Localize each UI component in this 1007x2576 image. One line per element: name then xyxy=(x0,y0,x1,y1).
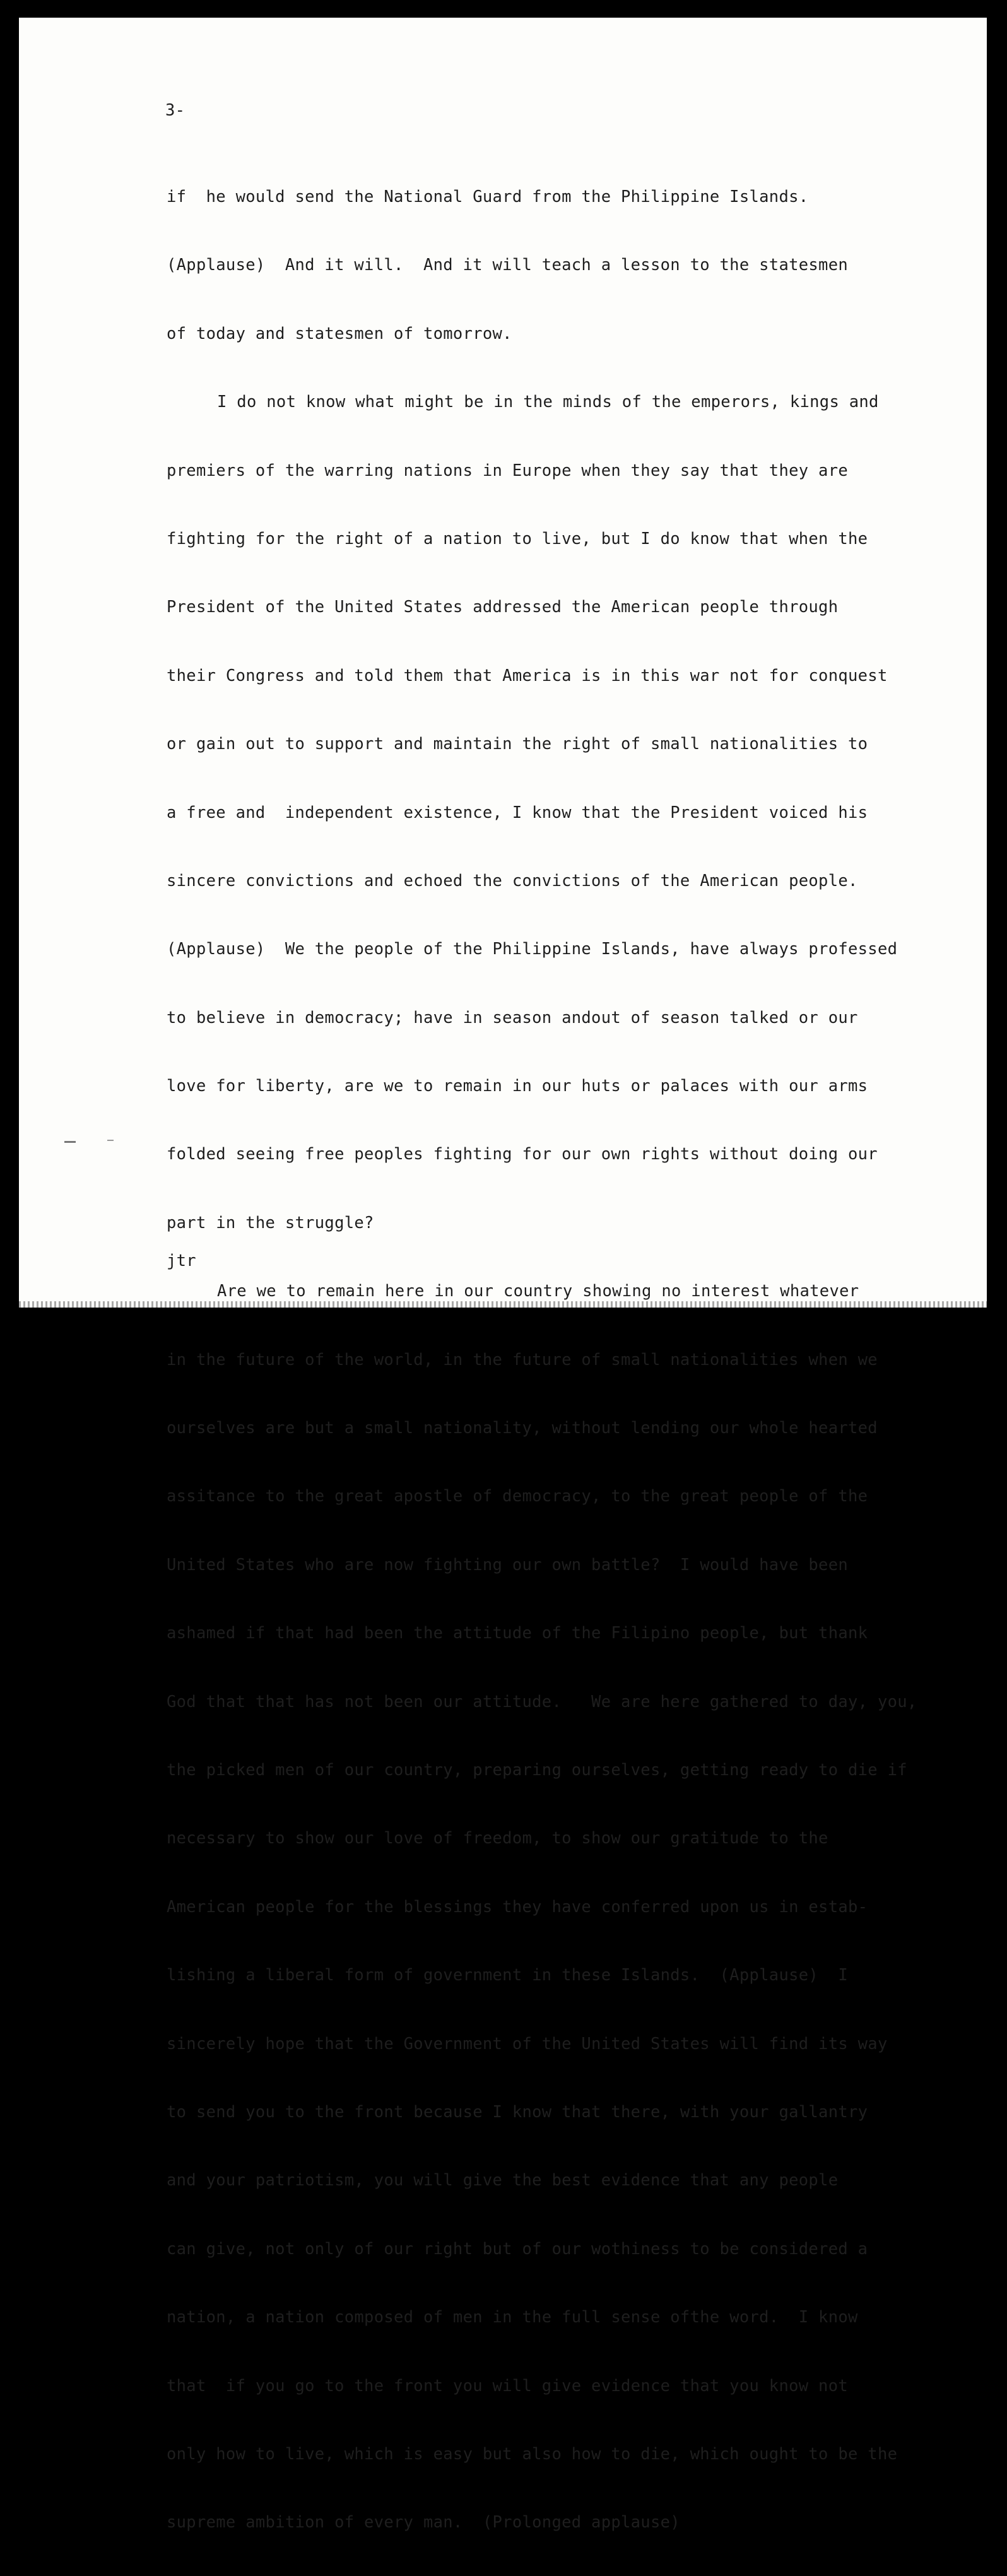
text-line: to believe in democracy; have in season andout of season talked or our xyxy=(167,1008,858,1027)
text-line: premiers of the warring nations in Europe when they say that they are xyxy=(167,461,849,480)
text-line: nation, a nation composed of men in the full sense ofthe word. I know xyxy=(167,2308,858,2327)
text-line: sincerely hope that the Government of the United States will find its way xyxy=(167,2034,888,2053)
paragraph-start-line: I do not know what might be in the minds of the emperors, kings and xyxy=(217,393,879,412)
page-number: 3- xyxy=(165,101,186,120)
text-line: God that that has not been our attitude. We are here gathered to day, you, xyxy=(167,1692,917,1711)
text-line: and your patriotism, you will give the best evidence that any people xyxy=(167,2171,839,2190)
text-line: only how to live, which is easy but also how to die, which ought to be the xyxy=(167,2444,898,2464)
text-line: ashamed if that had been the attitude of the Filipino people, but thank xyxy=(167,1624,868,1643)
text-line: ourselves are but a small nationality, without lending our whole hearted xyxy=(167,1419,878,1438)
text-line: their Congress and told them that America is in this war not for conquest xyxy=(167,666,888,685)
text-line: that if you go to the front you will give evidence that you know not xyxy=(167,2376,849,2396)
text-line: of today and statesmen of tomorrow. xyxy=(167,324,512,343)
document-page xyxy=(19,18,987,2532)
text-line: part in the struggle? xyxy=(167,1213,374,1232)
margin-mark xyxy=(64,1141,76,1143)
text-line: or gain out to support and maintain the right of small nationalities to xyxy=(167,735,868,754)
text-line: can give, not only of our right but of our wothiness to be considered a xyxy=(167,2239,868,2259)
text-line: necessary to show our love of freedom, to show our gratitude to the xyxy=(167,1829,828,1848)
text-line: fighting for the right of a nation to live, but I do know that when the xyxy=(167,529,868,548)
text-line: (Applause) We the people of the Philippine Islands, have always professed xyxy=(167,940,898,959)
text-line: a free and independent existence, I know that the President voiced his xyxy=(167,803,868,822)
text-line: to send you to the front because I know that there, with your gallantry xyxy=(167,2102,868,2122)
text-line: supreme ambition of every man. (Prolonged applause) xyxy=(167,2513,680,2532)
text-line: the picked men of our country, preparing ourselves, getting ready to die if xyxy=(167,1760,907,1780)
text-line: lishing a liberal form of government in these Islands. (Applause) I xyxy=(167,1966,849,1985)
text-line: United States who are now fighting our own battle? I would have been xyxy=(167,1555,849,1575)
speech-body xyxy=(167,144,917,2576)
text-line: assitance to the great apostle of democracy, to the great people of the xyxy=(167,1487,868,1506)
text-line: American people for the blessings they have conferred upon us in estab- xyxy=(167,1897,868,1917)
paragraph-start-line: Are we to remain here in our country showing no interest whatever xyxy=(217,1282,859,1301)
typist-initials: jtr xyxy=(167,1251,196,1270)
text-line: sincere convictions and echoed the convictions of the American people. xyxy=(167,871,858,890)
text-line: President of the United States addressed the American people through xyxy=(167,598,839,617)
text-line: (Applause) And it will. And it will teach a lesson to the statesmen xyxy=(167,256,849,275)
text-line: folded seeing free peoples fighting for our own rights without doing our xyxy=(167,1145,878,1164)
text-line: if he would send the National Guard from the Philippine Islands. xyxy=(167,187,809,206)
scan-edge-artifact xyxy=(19,1301,987,1308)
text-line: love for liberty, are we to remain in our huts or palaces with our arms xyxy=(167,1077,868,1096)
margin-mark xyxy=(107,1140,114,1141)
text-line: in the future of the world, in the future of small nationalities when we xyxy=(167,1350,878,1369)
